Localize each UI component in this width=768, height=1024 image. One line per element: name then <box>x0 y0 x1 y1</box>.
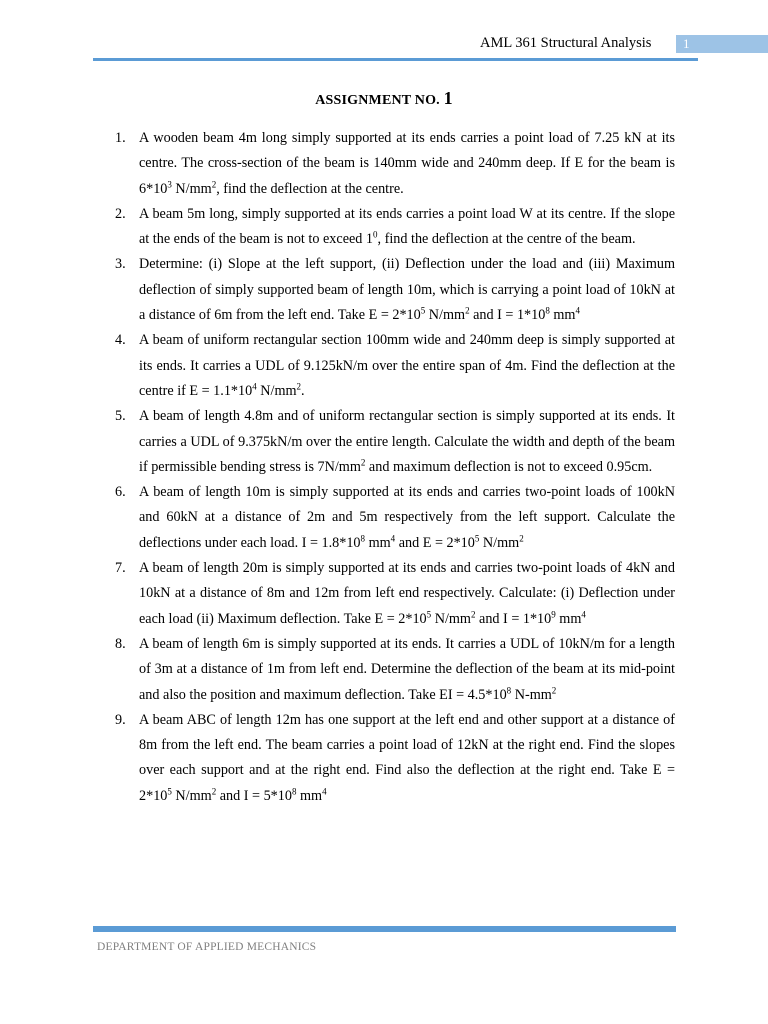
header-divider <box>93 58 698 61</box>
superscript: 2 <box>551 684 557 695</box>
header-title: AML 361 Structural Analysis <box>480 35 652 51</box>
footer-text: DEPARTMENT OF APPLIED MECHANICS <box>97 941 317 953</box>
question-text: A beam 5m long, simply supported at its ends carries a point load W at its centre. If the slope at the ends of the beam is not to exceed 1 <box>139 205 675 248</box>
superscript: 8 <box>545 305 550 316</box>
question-number: 4. <box>115 332 126 349</box>
superscript: 5 <box>167 785 172 796</box>
assignment-title-text: ASSIGNMENT NO. <box>315 93 444 108</box>
question-text: A beam of length 4.8m and of uniform rectangular section is simply supported at its ends. It carries a UDL of 9.375kN/m over the entire length. Calculate the width and depth of the beam if permissible bending stress is 7N/mm <box>139 408 675 475</box>
superscript: 4 <box>252 381 257 392</box>
superscript: 4 <box>390 533 396 544</box>
question-text: mm <box>549 307 576 324</box>
question-text: A beam of uniform rectangular section 100mm wide and 240mm deep is simply supported at its ends. It carries a UDL of 9.125kN/m over the entire span of 4m. Find the deflection at the centre if E = 1.1*10 <box>139 332 675 399</box>
superscript: 8 <box>506 684 512 695</box>
question-text: and maximum deflection is not to exceed 0.95cm. <box>365 458 653 475</box>
superscript: 2 <box>470 608 476 619</box>
question-text: N/mm <box>171 180 212 197</box>
question-text: mm <box>365 534 391 551</box>
question-number: 7. <box>115 560 126 577</box>
superscript: 5 <box>426 608 432 619</box>
superscript: 5 <box>420 305 426 316</box>
question-text: N/mm <box>479 534 520 551</box>
question-number: 1. <box>115 130 126 146</box>
superscript: 4 <box>322 785 327 796</box>
footer-divider <box>93 926 676 932</box>
question-text: Determine: (i) Slope at the left support, (ii) Deflection under the load and (iii) Maximum deflection of simply supported beam of length 10m, which is carrying a point load of 10kN at a distance of 6m from the left end. Take E = 2*10 <box>139 256 675 324</box>
question-text: N/mm <box>425 307 466 324</box>
question-text: , find the deflection at the centre of the beam. <box>377 231 636 248</box>
question-item <box>115 202 675 253</box>
question-item <box>115 404 675 480</box>
question-text: N/mm <box>431 610 471 627</box>
page-number: 1 <box>676 35 768 53</box>
question-text: , find the deflection at the centre. <box>216 180 404 197</box>
question-text: and E = 2*10 <box>395 534 475 551</box>
question-item <box>115 252 675 328</box>
question-text: N/mm <box>256 382 297 399</box>
question-item <box>115 126 675 202</box>
question-number: 3. <box>115 256 126 273</box>
question-text: and I = 5*10 <box>216 787 292 804</box>
superscript: 9 <box>551 608 556 619</box>
superscript: 2 <box>360 457 366 468</box>
question-text: A beam ABC of length 12m has one support at the left end and other support at a distance of 8m from the left end. The beam carries a point load of 12kN at the right end. Find the slopes over each support and at the right end. Find also the deflection at the right end. Take E = 2*10 <box>139 711 675 804</box>
question-number: 5. <box>115 408 126 425</box>
assignment-number: 1 <box>443 88 453 108</box>
superscript: 2 <box>296 381 302 392</box>
question-text: N-mm <box>511 686 552 703</box>
superscript: 4 <box>575 305 580 316</box>
question-number: 6. <box>115 484 126 501</box>
superscript: 2 <box>519 533 524 544</box>
superscript: 2 <box>465 305 470 316</box>
question-text: N/mm <box>171 787 212 804</box>
question-text: A wooden beam 4m long simply supported at its ends carries a point load of 7.25 kN at its centre. The cross-section of the beam is 140mm wide and 240mm deep. If E for the beam is 6*10 <box>139 130 675 197</box>
superscript: 3 <box>167 178 172 189</box>
question-text: mm <box>296 787 323 804</box>
superscript: 0 <box>373 229 378 240</box>
question-item <box>115 708 675 809</box>
superscript: 8 <box>291 785 297 796</box>
question-number: 2. <box>115 205 126 222</box>
question-text: mm <box>555 610 582 627</box>
question-item <box>115 328 675 404</box>
question-number: 8. <box>115 635 126 652</box>
question-text: A beam of length 10m is simply supported at its ends and carries two-point loads of 100kN and 60kN at a distance of 2m and 5m respectively from the left support. Calculate the deflections under each load. I = 1.8*10 <box>139 484 675 551</box>
superscript: 8 <box>360 533 366 544</box>
question-list <box>115 126 675 809</box>
question-number: 9. <box>115 711 126 728</box>
question-text: . <box>301 382 305 399</box>
question-item <box>115 632 675 708</box>
question-text: A beam of length 20m is simply supported at its ends and carries two-point loads of 4kN and 10kN at a distance of 8m and 12m from left end respectively. Calculate: (i) Deflection under each load (ii) Maximum deflection. Take E = 2*10 <box>139 560 675 627</box>
question-item <box>115 556 675 632</box>
question-text: and I = 1*10 <box>475 610 552 627</box>
assignment-title <box>0 88 768 109</box>
superscript: 4 <box>581 608 586 619</box>
superscript: 5 <box>474 533 480 544</box>
question-text: A beam of length 6m is simply supported at its ends. It carries a UDL of 10kN/m for a length of 3m at a distance of 1m from left end. Determine the deflection of the beam at its mid-point and also the position and maximum deflection. Take EI = 4.5*10 <box>139 635 675 703</box>
superscript: 2 <box>211 178 217 189</box>
superscript: 2 <box>211 785 217 796</box>
question-item <box>115 480 675 556</box>
question-text: and I = 1*10 <box>469 307 546 324</box>
